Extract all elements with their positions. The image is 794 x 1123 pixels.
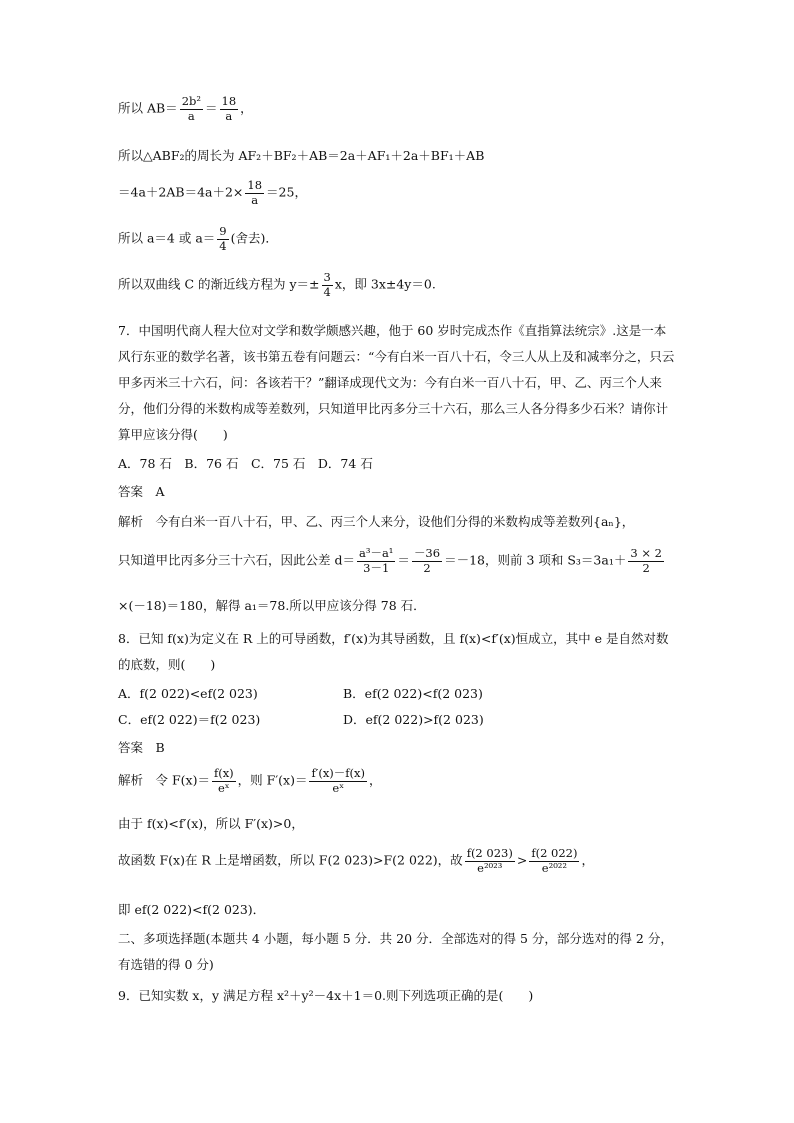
question-9: 9．已知实数 x，y 满足方程 x²＋y²－4x＋1＝0.则下列选项正确的是( ) — [118, 988, 534, 1003]
text: 所以 AB＝ — [118, 100, 178, 116]
solution-line-ab: 所以 AB＝ $\frac{\text{2b²}}{a}$ ＝ $\frac{18}{a}$ ， — [118, 94, 253, 123]
question-7-solution-1: 解析 今有白米一百八十石，甲、乙、丙三个人来分，设他们分得的米数构成等差数列{aₙ}， — [118, 514, 635, 529]
question-7: 7．中国明代商人程大位对文学和数学颇感兴趣，他于 60 岁时完成杰作《直指算法统宗》.这是一本风行东亚的数学名著，该书第五卷有问题云：“今有白米一百八十石，令三人从上及和减率分之，只云甲多丙米三十六石，问：各该若干？”翻译成现代文为：今有白米一百八十石，甲、乙、丙三个人来分，他们分得的米数构成等差数列，只知道甲比丙多分三十六石，那么三人各分得多少石米？请你计算甲应该分得( ) — [118, 323, 675, 442]
question-7-answer: 答案 A — [118, 484, 165, 499]
solution-line-asymptote: 所以双曲线 C 的渐近线方程为 y＝± $\frac{3}{4}$ x，即 3x±4y＝0. — [118, 270, 436, 299]
section-2-heading: 二、多项选择题(本题共 4 小题，每小题 5 分．共 20 分．全部选对的得 5 分，部分选对的得 2 分，有选错的得 0 分) — [118, 931, 673, 972]
question-7-options: A．78 石 B．76 石 C．75 石 D．74 石 — [118, 456, 373, 471]
fraction: $\frac{18}{a}$ — [221, 94, 237, 123]
fraction: $\frac{f'(x)-f(x)}{\text{eˣ}}$ — [311, 766, 366, 795]
question-8-option-b: B．ef(2 022)<f(2 023) — [343, 686, 483, 701]
fraction: $\frac{18}{a}$ — [247, 178, 263, 207]
fraction: $\frac{3 \times 2}{2}$ — [630, 546, 662, 575]
question-8-solution-2: 由于 f(x)<f′(x)，所以 F′(x)>0， — [118, 816, 304, 831]
fraction: $\frac{\text{a³－a¹}}{3-1}$ — [358, 546, 394, 575]
fraction: $\frac{f(2 022)}{\text{e²⁰²²}}$ — [531, 846, 578, 875]
fraction: $\frac{9}{4}$ — [219, 224, 227, 253]
solution-line-a: 所以 a＝4 或 a＝ $\frac{9}{4}$ (舍去)． — [118, 224, 278, 253]
fraction: $\frac{f(x)}{\text{eˣ}}$ — [213, 766, 234, 795]
fraction: $\frac{3}{4}$ — [323, 270, 331, 299]
question-8-option-c: C．ef(2 022)＝f(2 023) — [118, 712, 261, 727]
solution-line-calc: ＝4a＋2AB＝4a＋2× $\frac{18}{a}$ ＝25， — [118, 178, 307, 207]
question-8-solution-4: 即 ef(2 022)<f(2 023)． — [118, 902, 266, 917]
question-7-solution-3: ×(－18)＝180，解得 a₁＝78.所以甲应该分得 78 石． — [118, 598, 426, 613]
question-8-option-d: D．ef(2 022)>f(2 023) — [343, 712, 484, 727]
fraction: $\frac{-36}{2}$ — [413, 546, 441, 575]
question-8-solution-1: 解析 令 F(x)＝ $\frac{f(x)}{\text{eˣ}}$ ，则 F′(x)＝ $\frac{f'(x)-f(x)}{\text{eˣ}}$ ， — [118, 766, 382, 795]
question-8: 8．已知 f(x)为定义在 R 上的可导函数，f′(x)为其导函数，且 f(x)<f′(x)恒成立，其中 e 是自然对数的底数，则( ) — [118, 631, 669, 672]
question-8-option-a: A．f(2 022)<ef(2 023) — [118, 686, 258, 701]
question-8-answer: 答案 B — [118, 740, 165, 755]
solution-line-perimeter: 所以△ABF₂的周长为 AF₂＋BF₂＋AB＝2a＋AF₁＋2a＋BF₁＋AB — [118, 148, 485, 163]
fraction: $\frac{f(2 023)}{\text{e²⁰²³}}$ — [466, 846, 513, 875]
question-8-solution-3: 故函数 F(x)在 R 上是增函数，所以 F(2 023)>F(2 022)，故 $\frac{f(2 023)}{\text{e²⁰²³}}$ > $\frac{f(2 022)}{\text{e²⁰²²}}$ ， — [118, 846, 594, 875]
question-7-solution-2: 只知道甲比丙多分三十六石，因此公差 d＝ $\frac{\text{a³－a¹}}{3-1}$ ＝ $\frac{-36}{2}$ ＝－18，则前 3 项和 S₃＝3a₁＋ $\frac{3 \times 2}{2}$ — [118, 546, 662, 575]
fraction: $\frac{\text{2b²}}{a}$ — [181, 94, 201, 123]
